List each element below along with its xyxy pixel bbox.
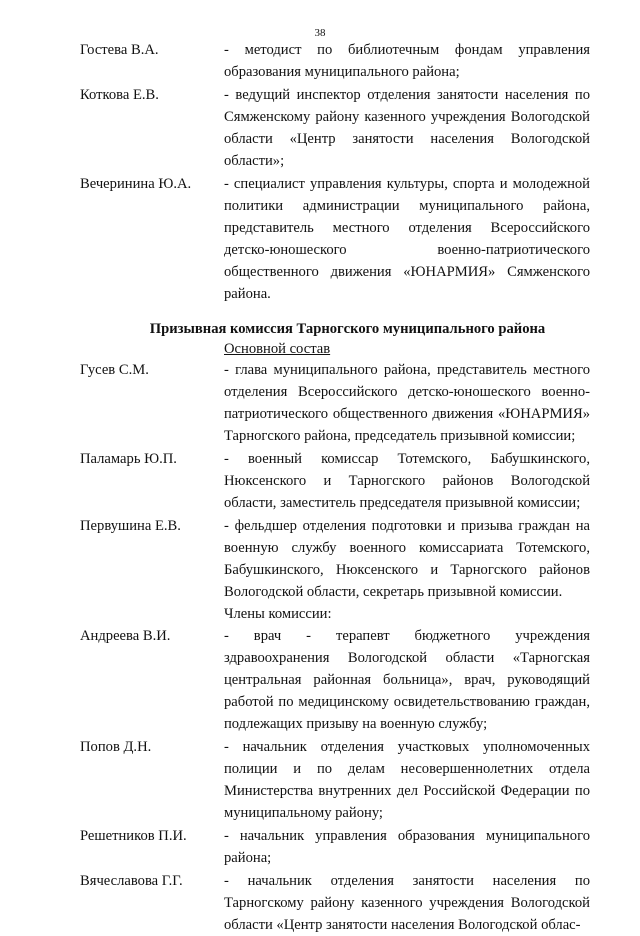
person-name: Вечеринина Ю.А.: [80, 176, 192, 192]
list-item: [80, 84, 590, 172]
list-item: [80, 173, 590, 305]
person-role: - военный комиссар Тотемского, Бабушкинского, Нюксенского и Тарногского районов Вологодской области, заместитель председателя призывной комиссии;: [224, 451, 590, 511]
person-name: Вячеславова Г.Г.: [80, 873, 183, 889]
list-item: [80, 825, 590, 869]
person-role: - ведущий инспектор отделения занятости населения по Сямженскому району казенного учреждения Вологодской области «Центр занятости населения Вологодской области»;: [224, 87, 590, 169]
person-name: Гостева В.А.: [80, 42, 159, 58]
person-role: - начальник отделения занятости населения по Тарногскому району казенного учреждения Вологодской области «Центр занятости населения Вологодской облас-: [224, 873, 590, 933]
main-members-list: [80, 359, 590, 603]
person-name: Паламарь Ю.П.: [80, 451, 177, 467]
person-role: - специалист управления культуры, спорта и молодежной политики администрации муниципального района, представитель местного отделения Всероссийского детско-юношеского военно-патриотического общественного движения «ЮНАРМИЯ» Сямженского района.: [224, 176, 590, 302]
list-item: [80, 515, 590, 603]
person-role: - начальник управления образования муниципального района;: [224, 828, 590, 866]
list-item: [80, 736, 590, 824]
person-role: - врач - терапевт бюджетного учреждения здравоохранения Вологодской области «Тарногская центральная районная больница», врач, руководящий работой по медицинскому освидетельствованию граждан, подлежащих призыву на военную службу;: [224, 628, 590, 732]
document-content: [80, 39, 590, 936]
person-name: Гусев С.М.: [80, 362, 149, 378]
person-name: Решетников П.И.: [80, 828, 187, 844]
person-role: - фельдшер отделения подготовки и призыва граждан на военную службу военного комиссариата Тотемского, Бабушкинского, Нюксенского и Тарногского районов Вологодской области, секретарь призывной комиссии.: [224, 518, 590, 600]
members-list: [80, 625, 590, 936]
list-item: [80, 625, 590, 735]
person-name: Андреева В.И.: [80, 628, 171, 644]
page-number: 38: [314, 27, 326, 39]
entries-before-list: [80, 39, 590, 305]
person-role: - методист по библиотечным фондам управления образования муниципального района;: [224, 42, 590, 80]
list-item: [80, 870, 590, 936]
person-name: Первушина Е.В.: [80, 518, 181, 534]
list-item: [80, 39, 590, 83]
members-heading: Члены комиссии:: [224, 606, 332, 622]
section-title: Призывная комиссия Тарногского муниципального района: [149, 321, 546, 337]
person-role: - глава муниципального района, представитель местного отделения Всероссийского детско-юношеского военно-патриотического общественного движения «ЮНАРМИЯ» Тарногского района, председатель призывной комиссии;: [224, 362, 590, 444]
person-name: Попов Д.Н.: [80, 739, 152, 755]
list-item: [80, 359, 590, 447]
person-role: - начальник отделения участковых уполномоченных полиции и по делам несовершеннолетних отдела Министерства внутренних дел Российской Федерации по муниципальному району;: [224, 739, 590, 821]
list-item: [80, 448, 590, 514]
section-subheading: Основной состав: [224, 341, 331, 357]
person-name: Коткова Е.В.: [80, 87, 159, 103]
